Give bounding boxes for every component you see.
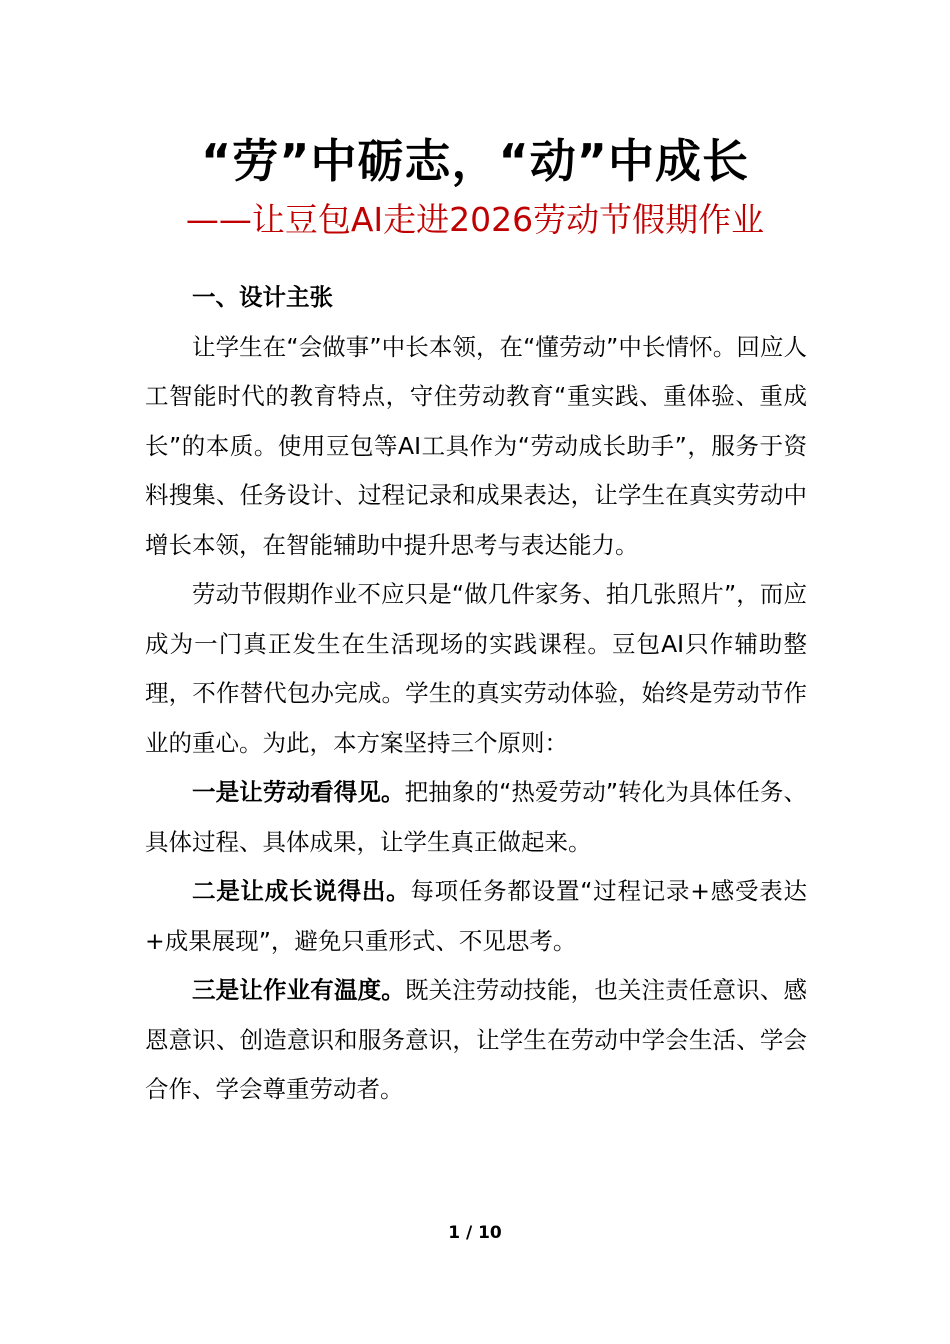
principle-lead: 三是让作业有温度。 [192,976,405,1004]
document-body [145,273,807,1115]
principle-lead: 一是让劳动看得见。 [192,778,405,806]
principle-paragraph [145,768,807,867]
principle-text: 把抽象的“热爱劳动”转化为具体任务、具体过程、具体成果，让学生真正做起来。 [145,778,807,856]
document-title: “劳”中砺志，“动”中成长 [201,134,749,188]
principle-lead: 二是让成长说得出。 [192,877,411,905]
principle-text: 既关注劳动技能，也关注责任意识、感恩意识、创造意识和服务意识，让学生在劳动中学会生活、学会合作、学会尊重劳动者。 [145,976,808,1103]
principle-text: 每项任务都设置“过程记录+感受表达+成果展现”，避免只重形式、不见思考。 [145,877,807,955]
page-number: 1 / 10 [448,1223,502,1243]
document-subtitle: ——让豆包AI走进2026劳动节假期作业 [185,200,765,239]
paragraph: 劳动节假期作业不应只是“做几件家务、拍几张照片”，而应成为一门真正发生在生活现场的实践课程。豆包AI只作辅助整理，不作替代包办完成。学生的真实劳动体验，始终是劳动节作业的重心。为此，本方案坚持三个原则： [145,580,807,757]
principle-paragraph [145,867,807,966]
section-heading: 一、设计主张 [192,283,333,311]
principle-paragraph [145,966,807,1115]
paragraph: 让学生在“会做事”中长本领，在“懂劳动”中长情怀。回应人工智能时代的教育特点，守住劳动教育“重实践、重体验、重成长”的本质。使用豆包等AI工具作为“劳动成长助手”，服务于资料搜集、任务设计、过程记录和成果表达，让学生在真实劳动中增长本领，在智能辅助中提升思考与表达能力。 [145,332,807,559]
